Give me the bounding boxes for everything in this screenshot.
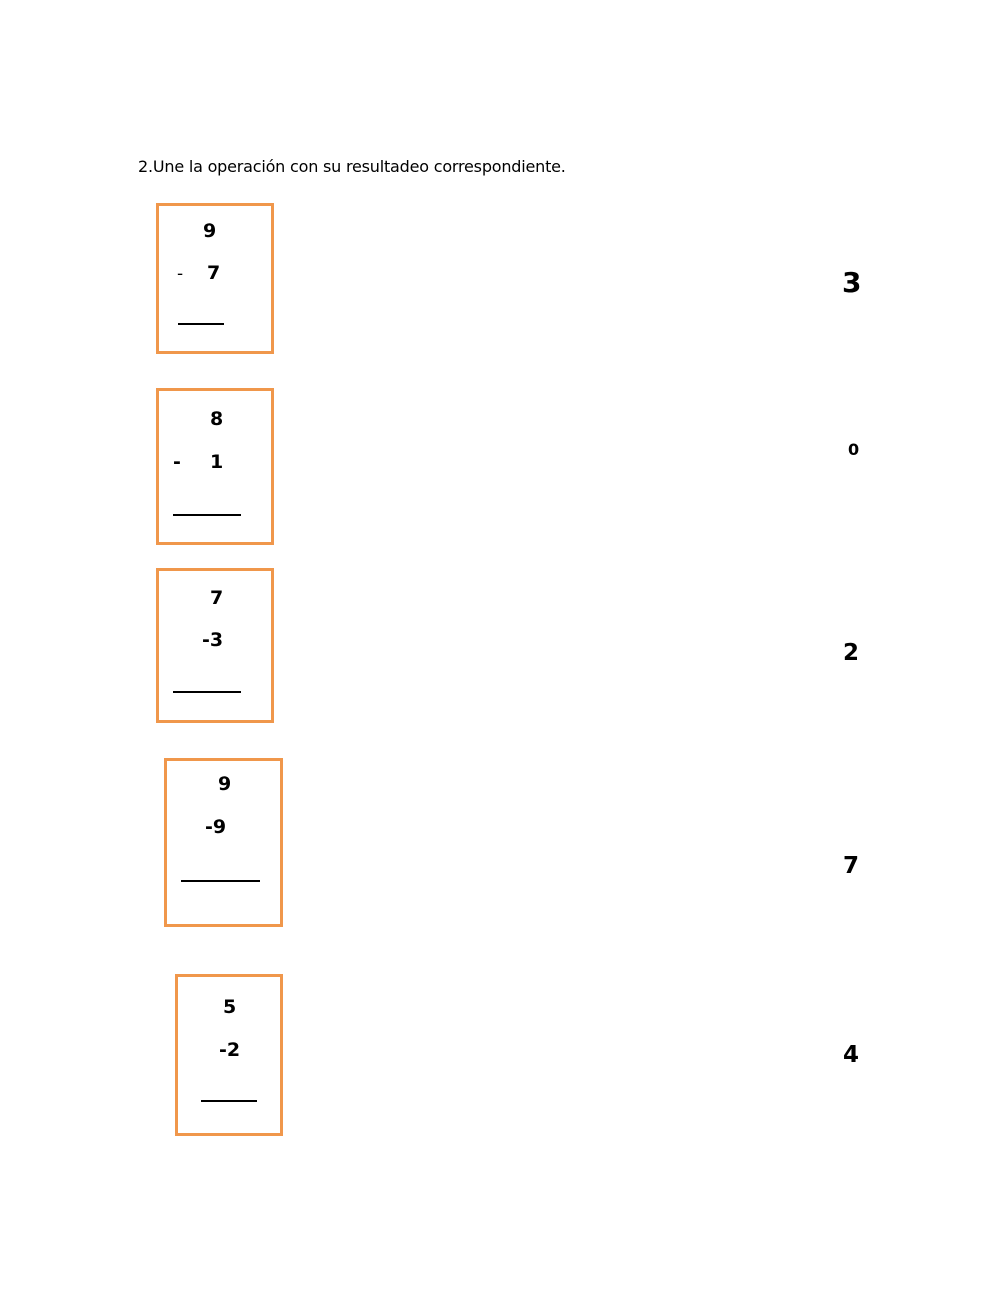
instruction-text: 2.Une la operación con su resultadeo correspondiente. (138, 157, 566, 176)
operation-1-minuend: 9 (203, 220, 217, 242)
result-option-4[interactable]: 7 (843, 853, 860, 879)
operation-card-1[interactable] (156, 203, 274, 354)
result-option-2[interactable]: 0 (848, 440, 860, 459)
operation-3-minuend: 7 (210, 587, 224, 609)
operation-2-sign: - (173, 451, 181, 473)
operation-card-4[interactable] (164, 758, 283, 927)
operation-card-3[interactable] (156, 568, 274, 723)
operation-1-sign: - (177, 264, 184, 284)
operation-2-minuend: 8 (210, 408, 224, 430)
operation-card-2[interactable] (156, 388, 274, 545)
operation-4-minuend: 9 (218, 773, 232, 795)
operation-5-result-line (201, 1100, 257, 1102)
result-option-5[interactable]: 4 (843, 1042, 860, 1068)
operation-5-subtrahend: -2 (219, 1039, 241, 1061)
operation-2-subtrahend: 1 (210, 451, 224, 473)
operation-4-subtrahend: -9 (205, 816, 227, 838)
operation-card-5[interactable] (175, 974, 283, 1136)
operation-3-subtrahend: -3 (202, 629, 224, 651)
operation-4-result-line (181, 880, 260, 882)
operation-5-minuend: 5 (223, 996, 237, 1018)
operation-1-subtrahend: 7 (207, 262, 221, 284)
operation-3-result-line (173, 691, 241, 693)
result-option-3[interactable]: 2 (843, 640, 860, 666)
operation-2-result-line (173, 514, 241, 516)
result-option-1[interactable]: 3 (842, 266, 862, 299)
operation-1-result-line (178, 323, 224, 325)
